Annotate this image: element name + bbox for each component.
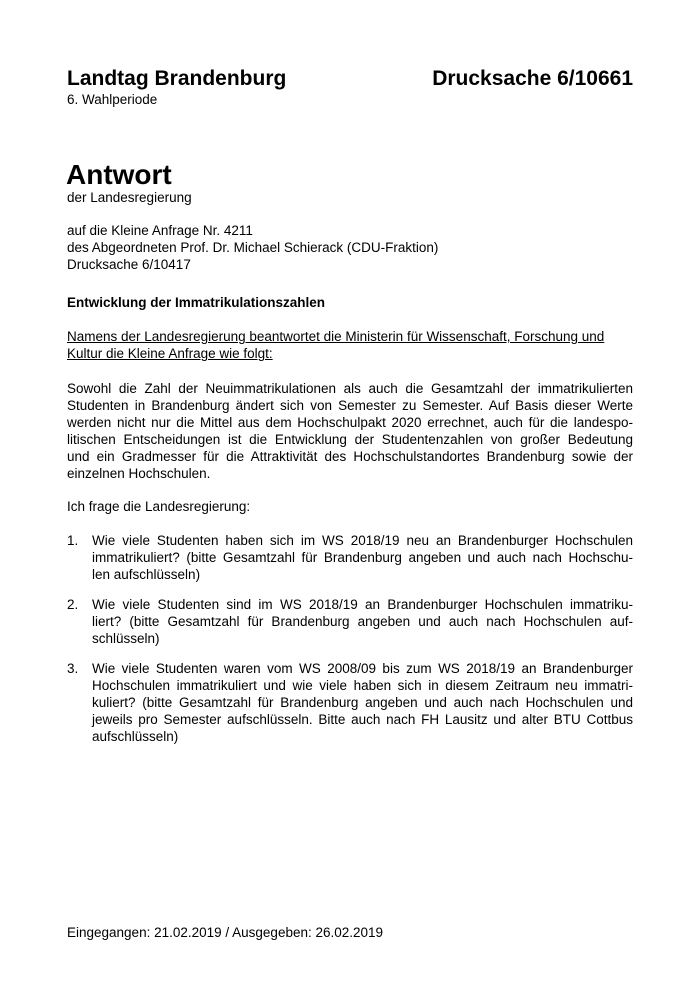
electoral-period: 6. Wahlperiode	[67, 92, 158, 107]
preamble-paragraph	[67, 380, 633, 482]
request-line: auf die Kleine Anfrage Nr. 4211	[67, 223, 253, 238]
request-line: des Abgeordneten Prof. Dr. Michael Schierack (CDU-Fraktion)	[67, 240, 439, 255]
answer-intro	[67, 328, 633, 362]
question-line: aufschlüsseln)	[92, 729, 179, 744]
question-text	[92, 596, 633, 647]
question-line: immatrikuliert? (bitte Gesamtzahl für Brandenburg angeben und auch nach Hochschu-	[92, 550, 633, 565]
question-line: kuliert? (bitte Gesamtzahl für Brandenburg angeben und auch nach Hochschulen und	[92, 695, 633, 710]
footer-dates: Eingegangen: 21.02.2019 / Ausgegeben: 26.02.2019	[67, 925, 384, 940]
request-reference	[67, 222, 633, 273]
question-number: 3.	[67, 661, 79, 676]
question-line: Hochschulen immatrikuliert und wie viele haben sich in diesem Zeitraum neu immatri-	[92, 678, 633, 693]
preamble-line: einzelnen Hochschulen.	[67, 466, 211, 481]
question-line: liert? (bitte Gesamtzahl für Brandenburg angeben und auch nach Hochschulen auf-	[92, 614, 633, 629]
preamble-line: litischen Entscheidungen ist die Entwicklung der Studentenzahlen von großer Bedeutung	[67, 432, 633, 447]
question-line: len aufschlüsseln)	[92, 567, 201, 582]
document-number: Drucksache 6/10661	[432, 67, 633, 90]
document-author: der Landesregierung	[67, 190, 192, 205]
subject-heading: Entwicklung der Immatrikulationszahlen	[67, 295, 326, 310]
question-number: 1.	[67, 533, 79, 548]
question-line: schlüsseln)	[92, 631, 160, 646]
parliament-title: Landtag Brandenburg	[67, 67, 287, 90]
question-text	[92, 660, 633, 745]
question-intro: Ich frage die Landesregierung:	[67, 499, 251, 514]
document-type-heading: Antwort	[66, 159, 172, 190]
request-line: Drucksache 6/10417	[67, 257, 191, 272]
question-text	[92, 532, 633, 583]
question-line: Wie viele Studenten sind im WS 2018/19 an Brandenburger Hochschulen immatriku-	[92, 597, 633, 612]
answer-intro-line: Kultur die Kleine Anfrage wie folgt:	[67, 346, 273, 361]
preamble-line: Sowohl die Zahl der Neuimmatrikulationen als auch die Gesamtzahl der immatrikulierten	[67, 381, 633, 396]
header-row	[67, 66, 633, 92]
question-line: Wie viele Studenten haben sich im WS 2018/19 neu an Brandenburger Hochschulen	[92, 533, 633, 548]
question-number: 2.	[67, 597, 79, 612]
preamble-line: Studenten in Brandenburg ändert sich von Semester zu Semester. Auf Basis dieser Werte	[67, 398, 633, 413]
question-line: Wie viele Studenten waren vom WS 2008/09 bis zum WS 2018/19 an Brandenburger	[92, 661, 633, 676]
preamble-line: und ein Gradmesser für die Attraktivität des Hochschulstandortes Brandenburg sowie der	[67, 449, 633, 464]
answer-intro-line: Namens der Landesregierung beantwortet die Ministerin für Wissenschaft, Forschung und	[67, 329, 605, 344]
question-line: jeweils pro Semester aufschlüsseln. Bitte auch nach FH Lausitz und alter BTU Cottbus	[92, 712, 633, 727]
preamble-line: werden nicht nur die Mittel aus dem Hochschulpakt 2020 errechnet, auch für die landespo-	[67, 415, 633, 430]
